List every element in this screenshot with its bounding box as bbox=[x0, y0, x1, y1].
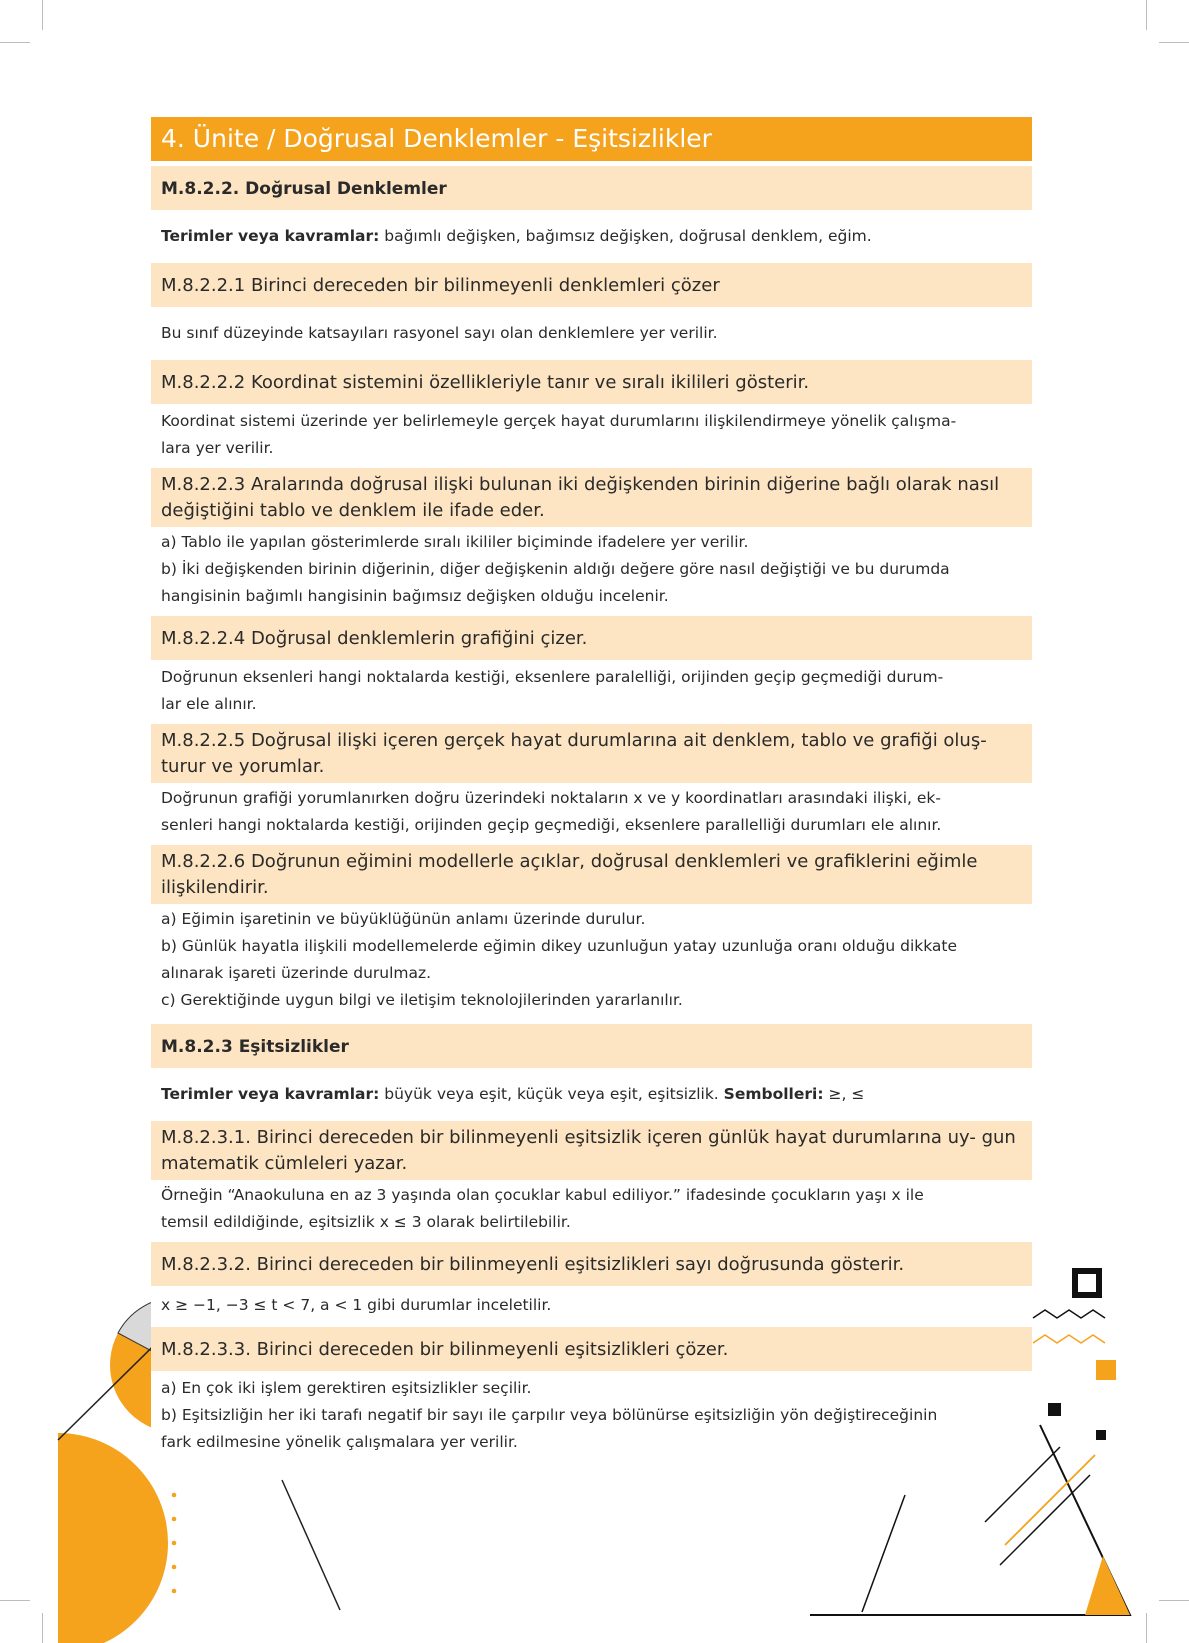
section-heading: M.8.2.2.6 Doğrunun eğimini modellerle açıklar, doğrusal denklemleri ve grafiklerini eğimle ilişkilendirir. bbox=[151, 845, 1032, 904]
section-heading: M.8.2.3 Eşitsizlikler bbox=[151, 1024, 1032, 1068]
section-text bbox=[151, 1286, 1032, 1327]
section-heading: M.8.2.3.1. Birinci dereceden bir bilinmeyenli eşitsizlik içeren günlük hayat durumlarına uy- gun matematik cümleleri yazar. bbox=[151, 1121, 1032, 1180]
text-line: lar ele alınır. bbox=[161, 695, 257, 713]
symbols-label: Sembolleri: bbox=[723, 1085, 824, 1103]
page-content bbox=[151, 117, 1032, 1462]
section-text bbox=[151, 1180, 1032, 1242]
orange-triangle-shape bbox=[1085, 1556, 1130, 1615]
section-heading: M.8.2.2.5 Doğrusal ilişki içeren gerçek hayat durumlarına ait denklem, tablo ve grafiği oluş- turur ve yorumlar. bbox=[151, 724, 1032, 783]
text-line: Örneğin “Anaokuluna en az 3 yaşında olan çocuklar kabul ediliyor.” ifadesinde çocukların yaşı x ile bbox=[161, 1186, 924, 1204]
unit-title: 4. Ünite / Doğrusal Denklemler - Eşitsizlikler bbox=[151, 117, 1032, 161]
text-line: a) En çok iki işlem gerektiren eşitsizlikler seçilir. bbox=[161, 1379, 532, 1397]
text-line: b) Eşitsizliğin her iki tarafı negatif bir sayı ile çarpılır veya bölünürse eşitsizliğin yön değiştireceğinin bbox=[161, 1406, 938, 1424]
black-square-shape bbox=[1048, 1403, 1061, 1416]
text-line: b) Günlük hayatla ilişkili modellemelerde eğimin dikey uzunluğun yatay uzunluğa oranı olduğu dikkate bbox=[161, 937, 958, 955]
section-heading: M.8.2.2.2 Koordinat sistemini özellikleriyle tanır ve sıralı ikilileri gösterir. bbox=[151, 360, 1032, 404]
text-line: Doğrunun eksenleri hangi noktalarda kestiği, eksenlere paralelliği, orijinden geçip geçmediği durum- bbox=[161, 668, 944, 686]
black-square-outline-shape bbox=[1075, 1271, 1099, 1295]
terms-label: Terimler veya kavramlar: bbox=[161, 227, 380, 245]
section-text bbox=[151, 210, 1032, 263]
text-line: b) İki değişkenden birinin diğerinin, diğer değişkenin aldığı değere göre nasıl değiştiği ve bu durumda bbox=[161, 560, 950, 578]
section-text bbox=[151, 783, 1032, 845]
terms-text: büyük veya eşit, küçük veya eşit, eşitsizlik. bbox=[379, 1085, 724, 1103]
text-line: Bu sınıf düzeyinde katsayıları rasyonel sayı olan denklemlere yer verilir. bbox=[161, 324, 718, 342]
section-heading: M.8.2.2.1 Birinci dereceden bir bilinmeyenli denklemleri çözer bbox=[151, 263, 1032, 307]
section-text bbox=[151, 404, 1032, 468]
text-line: Koordinat sistemi üzerinde yer belirlemeyle gerçek hayat durumlarını ilişkilendirmeye yönelik çalışma- bbox=[161, 412, 957, 430]
section-text bbox=[151, 660, 1032, 724]
terms-text: bağımlı değişken, bağımsız değişken, doğrusal denklem, eğim. bbox=[379, 227, 872, 245]
text-line: fark edilmesine yönelik çalışmalara yer verilir. bbox=[161, 1433, 518, 1451]
diagonal-line-shape bbox=[1005, 1455, 1095, 1545]
section-text bbox=[151, 1371, 1032, 1462]
text-line: Doğrunun grafiği yorumlanırken doğru üzerindeki noktaların x ve y koordinatları arasındaki ilişki, ek- bbox=[161, 789, 941, 807]
diagonal-line-shape bbox=[862, 1495, 905, 1612]
diagonal-line-shape bbox=[282, 1480, 340, 1610]
orange-half-circle-shape bbox=[58, 1433, 168, 1643]
section-heading: M.8.2.3.3. Birinci dereceden bir bilinmeyenli eşitsizlikleri çözer. bbox=[151, 1327, 1032, 1371]
section-text bbox=[151, 527, 1032, 616]
section-text bbox=[151, 307, 1032, 360]
orange-square-shape bbox=[1096, 1360, 1116, 1380]
text-line: c) Gerektiğinde uygun bilgi ve iletişim teknolojilerinden yararlanılır. bbox=[161, 991, 683, 1009]
diagonal-line-shape bbox=[1000, 1475, 1090, 1565]
zigzag-shape bbox=[1033, 1310, 1105, 1318]
section-heading: M.8.2.2. Doğrusal Denklemler bbox=[151, 166, 1032, 210]
zigzag-shape bbox=[1033, 1335, 1105, 1343]
black-square-shape bbox=[1096, 1430, 1106, 1440]
section-text bbox=[151, 1068, 1032, 1121]
section-heading: M.8.2.2.4 Doğrusal denklemlerin grafiğini çizer. bbox=[151, 616, 1032, 660]
text-line: a) Tablo ile yapılan gösterimlerde sıralı ikililer biçiminde ifadelere yer verilir. bbox=[161, 533, 749, 551]
text-line: hangisinin bağımlı hangisinin bağımsız değişken olduğu incelenir. bbox=[161, 587, 669, 605]
text-line: temsil edildiğinde, eşitsizlik x ≤ 3 olarak belirtilebilir. bbox=[161, 1213, 571, 1231]
section-heading: M.8.2.2.3 Aralarında doğrusal ilişki bulunan iki değişkenden birinin diğerine bağlı olarak nasıl değiştiğini tablo ve denklem ile ifade eder. bbox=[151, 468, 1032, 527]
section-text bbox=[151, 904, 1032, 1024]
symbols-text: ≥, ≤ bbox=[823, 1085, 865, 1103]
text-line: a) Eğimin işaretinin ve büyüklüğünün anlamı üzerinde durulur. bbox=[161, 910, 646, 928]
text-line: senleri hangi noktalarda kestiği, orijinden geçip geçmediği, eksenlere parallelliği durumları ele alınır. bbox=[161, 816, 942, 834]
text-line: alınarak işareti üzerinde durulmaz. bbox=[161, 964, 432, 982]
section-heading: M.8.2.3.2. Birinci dereceden bir bilinmeyenli eşitsizlikleri sayı doğrusunda gösterir. bbox=[151, 1242, 1032, 1286]
text-line: x ≥ −1, −3 ≤ t < 7, a < 1 gibi durumlar inceletilir. bbox=[161, 1296, 552, 1314]
terms-label: Terimler veya kavramlar: bbox=[161, 1085, 380, 1103]
text-line: lara yer verilir. bbox=[161, 439, 274, 457]
